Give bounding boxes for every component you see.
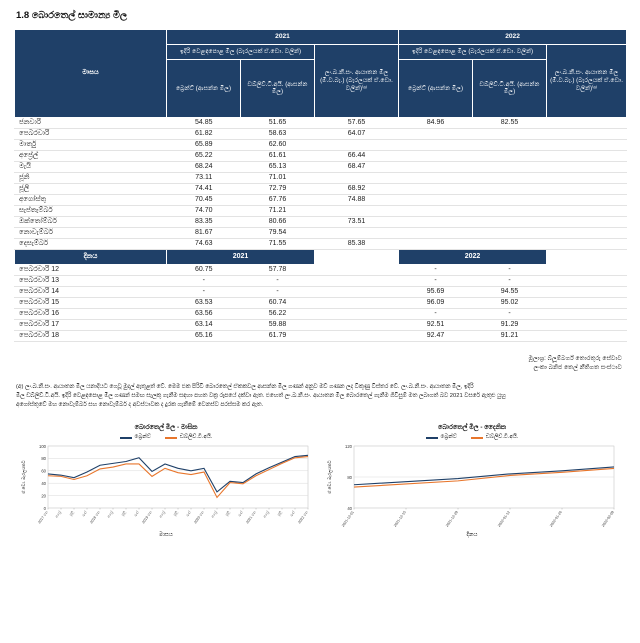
daily-spacer [315, 249, 399, 264]
legend-swatch-brent [120, 437, 132, 439]
svg-text:අප්‍රේ: අප්‍රේ [54, 510, 62, 519]
cell-wti-2022 [473, 150, 547, 161]
cell-cpc-2021 [315, 172, 399, 183]
legend-label-wti-daily: ඩබ්ලිව්.ටී.අයි. [485, 434, 519, 441]
row-label: පෙබරවාරි 16 [15, 308, 167, 319]
legend-label-wti: ඩබ්ලිව්.ටී.අයි. [179, 434, 213, 441]
row-label: ජූලි [15, 183, 167, 194]
header-cpc-import-price-2021: ලං.ඛ.නී.සං. ආයාතන මිල (මි.ව.බැ.) (බැරලයක් ඒ.ඩො. වලින්)⁽ᵃ⁾ [315, 45, 399, 118]
cell-brent-2021: 74.70 [167, 205, 241, 216]
svg-text:ඒ.ඩො. බැරලයකට: ඒ.ඩො. බැරලයකට [327, 460, 332, 495]
cell-wti-2021: 62.60 [241, 139, 315, 150]
cell-cpc-2022 [547, 183, 627, 194]
cell-spacer-2 [547, 275, 627, 286]
row-label: පෙබරවාරි 15 [15, 297, 167, 308]
svg-text:2022-01-12: 2022-01-12 [496, 510, 511, 529]
cell-wti-2022: - [473, 264, 547, 275]
cell-brent-2021: 63.53 [167, 297, 241, 308]
row-label: පෙබරවාරි 18 [15, 330, 167, 341]
crude-oil-price-table [14, 29, 627, 342]
header-brent-2021: බ්‍රෙන්ට් (ආසන්න මිල) [167, 59, 241, 117]
row-label: මැයි [15, 161, 167, 172]
row-label: දෙසැම්බර් [15, 238, 167, 249]
daily-year-2021: 2021 [167, 249, 315, 264]
cell-wti-2021: - [241, 286, 315, 297]
cell-cpc-2022 [547, 172, 627, 183]
header-wti-2022: ඩබ්ලිව්.ටී.අයි. (ආසන්න මිල) [473, 59, 547, 117]
cell-spacer [315, 308, 399, 319]
svg-text:අප්‍රේ: අප්‍රේ [106, 510, 114, 519]
svg-text:2018 ජන: 2018 ජන [89, 510, 101, 525]
row-label: සැප්තැම්බර් [15, 205, 167, 216]
svg-text:120: 120 [345, 444, 352, 450]
cell-spacer [315, 286, 399, 297]
cell-cpc-2021 [315, 205, 399, 216]
cell-brent-2021: 81.67 [167, 227, 241, 238]
header-year-2022: 2022 [399, 30, 627, 45]
svg-text:ඒ.ඩො. බැරලයකට: ඒ.ඩො. බැරලයකට [21, 460, 26, 495]
cell-wti-2022 [473, 161, 547, 172]
legend-swatch-brent-daily [426, 437, 438, 439]
cell-brent-2021: 63.14 [167, 319, 241, 330]
chart-daily-title: බොරතෙල් මිල - දෛනික [438, 424, 506, 432]
cell-cpc-2021: 74.88 [315, 194, 399, 205]
row-label: ඔක්තෝම්බර් [15, 216, 167, 227]
table-row [15, 319, 627, 330]
source-line-2: ලංකා ඛනිජ තෙල් නීතිගත සංස්ථාව [533, 364, 622, 372]
cell-cpc-2022 [547, 227, 627, 238]
cell-spacer [315, 275, 399, 286]
cell-wti-2022 [473, 183, 547, 194]
cell-brent-2022 [399, 227, 473, 238]
svg-text:2021-12-15: 2021-12-15 [392, 510, 407, 529]
cell-cpc-2022 [547, 150, 627, 161]
svg-text:අප්‍රේ: අප්‍රේ [262, 510, 270, 519]
table-row [15, 128, 627, 139]
cell-wti-2022 [473, 205, 547, 216]
table-row [15, 308, 627, 319]
table-row [15, 183, 627, 194]
cell-spacer [315, 264, 399, 275]
cell-brent-2021: - [167, 275, 241, 286]
cell-cpc-2022 [547, 216, 627, 227]
legend-item-wti [165, 434, 213, 441]
legend-swatch-wti [165, 437, 177, 439]
svg-text:20: 20 [41, 493, 46, 499]
header-spot-price-2022: ඉදිරි වෙළඳපොළ මිල (බැරලයක් ඒ.ඩො. වලින්) [399, 45, 547, 60]
cell-brent-2022: 92.47 [399, 330, 473, 341]
row-label: නොවැම්බර් [15, 227, 167, 238]
cell-cpc-2022 [547, 205, 627, 216]
cell-brent-2022 [399, 216, 473, 227]
cell-wti-2021: 79.54 [241, 227, 315, 238]
chart-monthly-plot [18, 442, 314, 534]
row-label: අගෝස්තු [15, 194, 167, 205]
header-spot-price-2021: ඉදිරි වෙළඳපොළ මිල (බැරලයක් ඒ.ඩො. වලින්) [167, 45, 315, 60]
svg-text:ජූලි: ජූලි [68, 510, 75, 518]
cell-brent-2021: 54.85 [167, 117, 241, 128]
charts-row [14, 424, 626, 539]
legend-label-brent-daily: බ්‍රෙන්ට් [440, 434, 457, 441]
cell-wti-2022 [473, 139, 547, 150]
cell-brent-2022: 96.09 [399, 297, 473, 308]
table-row [15, 161, 627, 172]
cell-brent-2022 [399, 161, 473, 172]
cell-brent-2022 [399, 172, 473, 183]
cell-brent-2021: 74.41 [167, 183, 241, 194]
cell-spacer [315, 330, 399, 341]
cell-cpc-2021: 68.92 [315, 183, 399, 194]
svg-text:ඔක්: ඔක් [237, 510, 244, 518]
svg-text:අප්‍රේ: අප්‍රේ [158, 510, 166, 519]
cell-brent-2022: 95.69 [399, 286, 473, 297]
row-label: පෙබරවාරි 17 [15, 319, 167, 330]
legend-item-brent [120, 434, 151, 441]
cell-brent-2021: 73.11 [167, 172, 241, 183]
table-row [15, 264, 627, 275]
svg-text:2022 ජන: 2022 ජන [297, 510, 309, 525]
cell-brent-2021: 68.24 [167, 161, 241, 172]
svg-text:40: 40 [41, 481, 46, 487]
cell-spacer-2 [547, 286, 627, 297]
table-row [15, 172, 627, 183]
svg-text:ජූලි: ජූලි [276, 510, 283, 518]
svg-text:2022-01-26: 2022-01-26 [548, 510, 563, 529]
cell-brent-2021: 63.56 [167, 308, 241, 319]
cell-wti-2022 [473, 238, 547, 249]
cell-wti-2021: 80.66 [241, 216, 315, 227]
header-brent-2022: බ්‍රෙන්ට් (ආසන්න මිල) [399, 59, 473, 117]
cell-wti-2021: 71.01 [241, 172, 315, 183]
cell-cpc-2022 [547, 139, 627, 150]
cell-brent-2022 [399, 139, 473, 150]
cell-wti-2021: 51.65 [241, 117, 315, 128]
cell-cpc-2021 [315, 227, 399, 238]
cell-cpc-2021 [315, 139, 399, 150]
cell-wti-2022: 82.55 [473, 117, 547, 128]
svg-text:2017 ජන: 2017 ජන [37, 510, 49, 525]
cell-brent-2021: 61.82 [167, 128, 241, 139]
table-row [15, 286, 627, 297]
cell-brent-2021: 65.22 [167, 150, 241, 161]
svg-text:ජූලි: ජූලි [224, 510, 231, 518]
legend-label-brent: බ්‍රෙන්ට් [134, 434, 151, 441]
svg-text:2022-02-09: 2022-02-09 [600, 510, 615, 529]
legend-item-wti-daily [471, 434, 519, 441]
cell-cpc-2022 [547, 117, 627, 128]
cell-wti-2022: 94.55 [473, 286, 547, 297]
cell-brent-2022: 92.51 [399, 319, 473, 330]
cell-wti-2021: 67.76 [241, 194, 315, 205]
cell-brent-2022 [399, 205, 473, 216]
cell-brent-2021: 60.75 [167, 264, 241, 275]
cell-wti-2022 [473, 128, 547, 139]
cell-wti-2021: 57.78 [241, 264, 315, 275]
footnotes [16, 383, 624, 411]
svg-text:ජූලි: ජූලි [120, 510, 127, 518]
cell-spacer [315, 319, 399, 330]
chart-daily-xlabel: දිනය [466, 532, 478, 539]
table-row [15, 150, 627, 161]
svg-text:2021-12-01: 2021-12-01 [340, 510, 355, 529]
table-row [15, 275, 627, 286]
cell-wti-2022: 91.29 [473, 319, 547, 330]
cell-cpc-2022 [547, 161, 627, 172]
cell-wti-2021: 71.55 [241, 238, 315, 249]
table-header-row-year [15, 30, 627, 45]
cell-brent-2022: - [399, 264, 473, 275]
daily-spacer-2 [547, 249, 627, 264]
cell-wti-2022 [473, 194, 547, 205]
header-wti-2021: ඩබ්ලිව්.ටී.අයි. (ආසන්න මිල) [241, 59, 315, 117]
legend-swatch-wti-daily [471, 437, 483, 439]
chart-monthly-legend [18, 434, 314, 441]
footnote-line-2: මිල ඩබ්ලිව්.ටී.අයි. ඉදිරි වෙළඳපොළ මිල ගණන් සමඟ සැලකු ගැනීම සඳහා පහත වක්‍ර රූපයේ දක්වා ඇත. එහෙත් ලං.ඛ.නී.සං. ආයාතන මිල බොරතෙල් ගැනීම ගිවිසුම් මත ලබාගත් බව 2021 වසරේ ඇතුළු යුහු [16, 392, 506, 399]
row-label: පෙබරවාරි 13 [15, 275, 167, 286]
cell-brent-2021: - [167, 286, 241, 297]
cell-wti-2022 [473, 227, 547, 238]
cell-wti-2022: 95.02 [473, 297, 547, 308]
row-label: පෙබරවාරි [15, 128, 167, 139]
cell-spacer-2 [547, 308, 627, 319]
svg-text:ඔක්: ඔක් [185, 510, 192, 518]
cell-cpc-2022 [547, 238, 627, 249]
svg-text:ඔක්: ඔක් [133, 510, 140, 518]
row-label: ජූනි [15, 172, 167, 183]
row-label: මාර්තු [15, 139, 167, 150]
cell-cpc-2021: 64.07 [315, 128, 399, 139]
svg-text:2019 ජන: 2019 ජන [141, 510, 153, 525]
source-line-1: මූලාශ්‍ර: බ්ලූම්බර්ග් තොරතුරු සේවාව [528, 354, 622, 362]
cell-cpc-2022 [547, 194, 627, 205]
svg-text:ඔක්: ඔක් [289, 510, 296, 518]
header-year-2021: 2021 [167, 30, 399, 45]
cell-brent-2022: - [399, 275, 473, 286]
cell-spacer-2 [547, 319, 627, 330]
svg-text:40: 40 [347, 506, 352, 512]
cell-brent-2022 [399, 183, 473, 194]
cell-brent-2021: 65.89 [167, 139, 241, 150]
cell-wti-2021: 61.61 [241, 150, 315, 161]
table-row [15, 205, 627, 216]
chart-monthly [18, 424, 314, 539]
row-label: අප්‍රේල් [15, 150, 167, 161]
table-row [15, 194, 627, 205]
cell-wti-2022: 91.21 [473, 330, 547, 341]
daily-section-header [15, 249, 627, 264]
chart-daily [324, 424, 620, 539]
cell-brent-2022 [399, 150, 473, 161]
chart-daily-legend [324, 434, 620, 441]
chart-monthly-xlabel: මාසය [159, 532, 173, 539]
cell-wti-2021: - [241, 275, 315, 286]
svg-text:80: 80 [41, 456, 46, 462]
svg-text:100: 100 [39, 444, 46, 450]
table-row [15, 216, 627, 227]
row-label: පෙබරවාරි 14 [15, 286, 167, 297]
cell-brent-2022 [399, 128, 473, 139]
table-row [15, 297, 627, 308]
cell-wti-2021: 60.74 [241, 297, 315, 308]
cell-spacer-2 [547, 297, 627, 308]
source-note [14, 354, 622, 373]
legend-item-brent-daily [426, 434, 457, 441]
cell-spacer [315, 297, 399, 308]
cell-brent-2022 [399, 238, 473, 249]
footnote-line-3: අගෝස්තුවේ මහ නොවැම්බර් සහ නොවැම්බර් ද අවස්ථාවක ද දුරක ගැනීමේ වෙනස්ව පරස්සම කර ඇත. [16, 402, 264, 409]
svg-text:0: 0 [43, 506, 46, 512]
svg-text:2021-12-29: 2021-12-29 [444, 510, 459, 529]
table-row [15, 238, 627, 249]
chart-monthly-title: බොරතෙල් මිල - මාසික [134, 424, 198, 432]
cell-cpc-2022 [547, 128, 627, 139]
table-row [15, 227, 627, 238]
table-row [15, 330, 627, 341]
cell-spacer-2 [547, 330, 627, 341]
cell-wti-2021: 71.21 [241, 205, 315, 216]
cell-spacer-2 [547, 264, 627, 275]
row-label: ජනවාරි [15, 117, 167, 128]
cell-cpc-2021: 73.51 [315, 216, 399, 227]
daily-year-2022: 2022 [399, 249, 547, 264]
svg-text:2020 ජන: 2020 ජන [193, 510, 205, 525]
cell-brent-2021: 83.35 [167, 216, 241, 227]
cell-brent-2021: 65.16 [167, 330, 241, 341]
table-row [15, 139, 627, 150]
cell-wti-2021: 65.13 [241, 161, 315, 172]
svg-text:අප්‍රේ: අප්‍රේ [210, 510, 218, 519]
svg-text:60: 60 [41, 468, 46, 474]
row-label: පෙබරවාරි 12 [15, 264, 167, 275]
cell-wti-2021: 61.79 [241, 330, 315, 341]
cell-brent-2021: 70.45 [167, 194, 241, 205]
cell-wti-2021: 56.22 [241, 308, 315, 319]
cell-brent-2022 [399, 194, 473, 205]
cell-wti-2021: 59.88 [241, 319, 315, 330]
footnote-line-1: (අ) ලං.ඛ.නී.සං. ආයාතන මිල යනාදියට ගෙවූ මුදල් ඇතුළත් වේ. මෙම එක පිරිවි බොරතෙල් ඒකකවල ආසන්න මිල ගණන් අනුව මව් ගණන ලද විකුණු විස්තර වේ. ලං.ඛ.නී.සං. ආයාතන මිල, ඉදිරි [16, 383, 474, 390]
cell-cpc-2021: 68.47 [315, 161, 399, 172]
monthly-rows [15, 117, 627, 249]
svg-text:ඔක්: ඔක් [81, 510, 88, 518]
cell-wti-2022: - [473, 308, 547, 319]
cell-wti-2022: - [473, 275, 547, 286]
cell-wti-2022 [473, 172, 547, 183]
daily-rows [15, 264, 627, 341]
cell-brent-2021: 74.63 [167, 238, 241, 249]
svg-text:ජූලි: ජූලි [172, 510, 179, 518]
chart-daily-plot [324, 442, 620, 534]
cell-brent-2022: - [399, 308, 473, 319]
svg-text:80: 80 [347, 475, 352, 481]
header-cpc-import-price-2022: ලං.ඛ.නී.සං. ආයාතන මිල (මි.ව.බැ.) (බැරලයක් ඒ.ඩො. වලින්)⁽ᵃ⁾ [547, 45, 627, 118]
cell-brent-2022: 84.96 [399, 117, 473, 128]
cell-wti-2022 [473, 216, 547, 227]
daily-label-header: දිනය [15, 249, 167, 264]
cell-cpc-2021: 66.44 [315, 150, 399, 161]
cell-cpc-2021: 85.38 [315, 238, 399, 249]
cell-wti-2021: 72.79 [241, 183, 315, 194]
table-row [15, 117, 627, 128]
cell-cpc-2021: 57.65 [315, 117, 399, 128]
cell-wti-2021: 58.63 [241, 128, 315, 139]
svg-text:2021 ජන: 2021 ජන [245, 510, 257, 525]
header-month: මාසය [15, 30, 167, 118]
page-title: 1.8 බොරතෙල් සාමාන්‍ය මිල [16, 10, 128, 21]
